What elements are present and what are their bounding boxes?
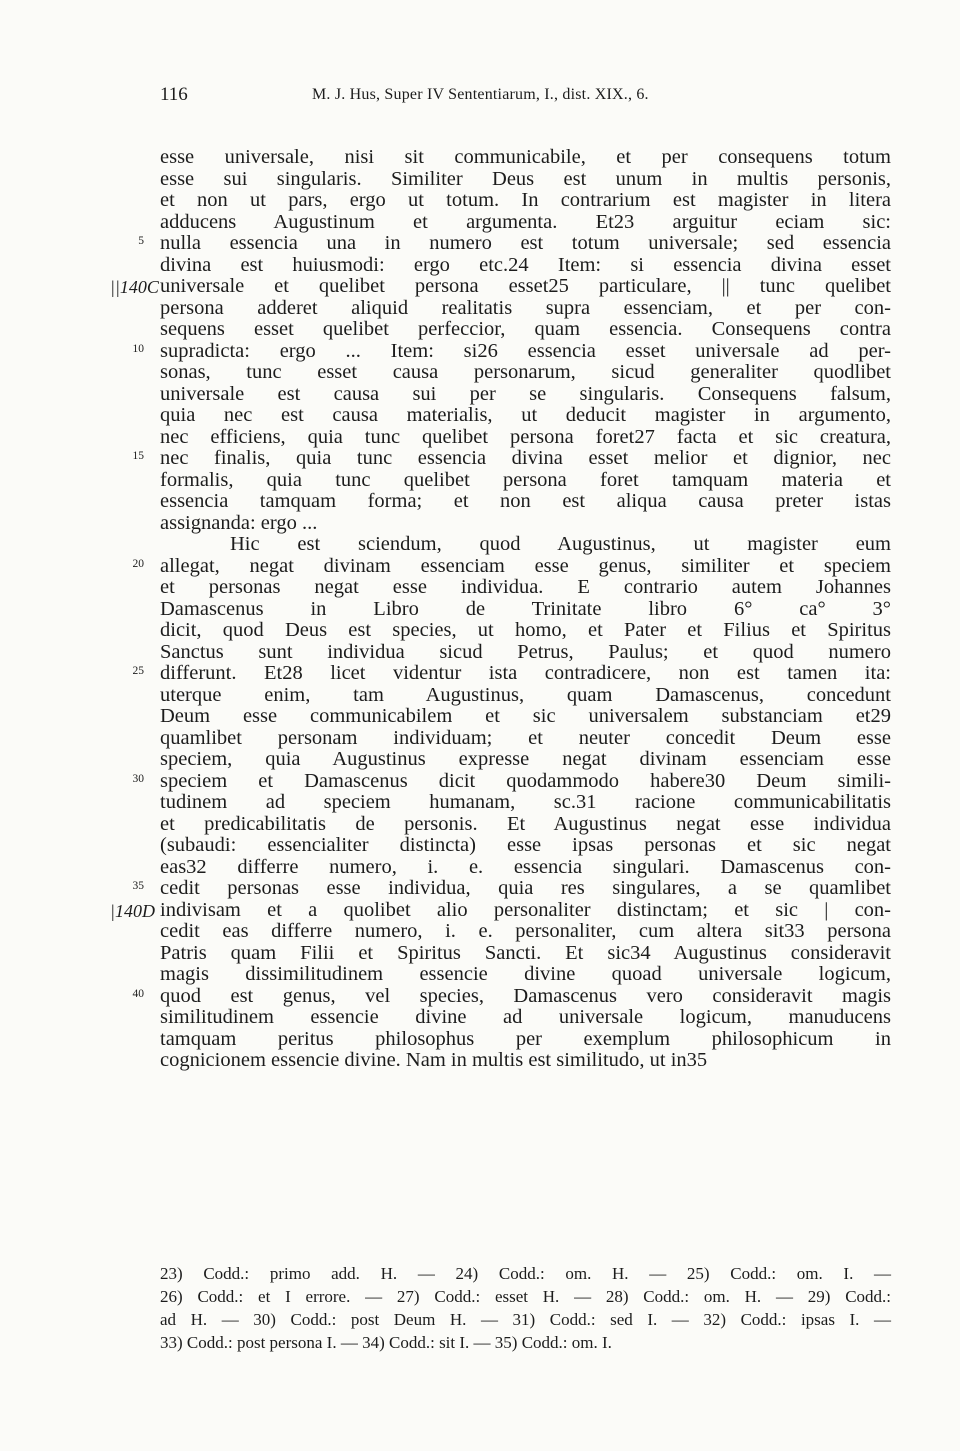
text-line	[0, 1007, 960, 1029]
line-text: allegat, negat divinam essenciam esse genus, similiter et speciem	[160, 554, 891, 577]
text-line	[0, 599, 960, 621]
line-text: Deum esse communicabilem et sic universalem substanciam et29	[160, 705, 891, 727]
line-text: nec finalis, quia tunc essencia divina esset melior et dignior, nec	[160, 447, 891, 469]
text-line	[0, 190, 960, 212]
text-line	[0, 728, 960, 750]
line-text: eas32 differre numero, i. e. essencia singulari. Damascenus con-	[160, 855, 891, 878]
text-line	[0, 1050, 960, 1072]
line-number: 5	[138, 235, 144, 247]
line-text: dicit, quod Deus est species, ut homo, et Pater et Filius et Spiritus	[160, 619, 891, 641]
line-number: 20	[132, 557, 144, 570]
text-line	[0, 577, 960, 599]
line-text: speciem, quia Augustinus expresse negat divinam essenciam esse	[160, 748, 891, 770]
text-line	[0, 1029, 960, 1051]
line-number: 35	[132, 880, 144, 892]
text-line	[0, 663, 960, 685]
text-line	[0, 319, 960, 341]
line-text: indivisam et a quolibet alio personaliter distinctam; et sic | con-	[160, 898, 891, 921]
text-line	[0, 255, 960, 277]
footnote-line: 26) Codd.: et I errore. — 27) Codd.: esset H. — 28) Codd.: om. H. — 29) Codd.:	[160, 1287, 891, 1306]
text-line	[0, 470, 960, 492]
line-text: sonas, tunc esset causa personarum, sicud generaliter quodlibet	[160, 361, 891, 383]
line-text: et personas negat esse individua. E contrario autem Johannes	[160, 576, 891, 598]
text-line	[0, 685, 960, 707]
text-line	[0, 169, 960, 191]
text-line	[0, 448, 960, 470]
text-line	[0, 642, 960, 664]
line-text: Damascenus in Libro de Trinitate libro 6° ca° 3°	[160, 597, 891, 620]
text-line	[0, 384, 960, 406]
page-header	[0, 84, 960, 108]
line-text: quia nec est causa materialis, ut deducit magister in argumento,	[160, 404, 891, 426]
line-text: cognicionem essencie divine. Nam in multis est similitudo, ut in35	[160, 1049, 708, 1071]
line-text: divina est huiusmodi: ergo etc.24 Item: si essencia divina esset	[160, 253, 891, 276]
line-text: universale est causa sui per se singularis. Consequens falsum,	[160, 382, 891, 405]
line-text: universale et quelibet persona esset25 particulare, || tunc quelibet	[160, 275, 891, 297]
line-text: et predicabilitatis de personis. Et Augustinus negat esse individua	[160, 812, 891, 835]
line-text: assignanda: ergo ...	[160, 511, 318, 534]
margin-folio-mark: |140D	[110, 900, 155, 921]
line-text: adducens Augustinum et argumenta. Et23 arguitur eciam sic:	[160, 210, 891, 233]
line-text: essencia tamquam forma; et non est aliqua causa preter istas	[160, 490, 891, 512]
line-text: nec efficiens, quia tunc quelibet persona foret27 facta et sic creatura,	[160, 425, 891, 448]
line-text: uterque enim, tam Augustinus, quam Damascenus, concedunt	[160, 683, 891, 706]
text-line	[0, 878, 960, 900]
line-text: supradicta: ergo ... Item: si26 essencia esset universale ad per-	[160, 339, 891, 362]
text-line	[0, 276, 960, 298]
page-number: 116	[160, 84, 188, 105]
footnote-line: 33) Codd.: post persona I. — 34) Codd.: sit I. — 35) Codd.: om. I.	[160, 1333, 612, 1352]
footnote-line: 23) Codd.: primo add. H. — 24) Codd.: om. H. — 25) Codd.: om. I. —	[160, 1264, 891, 1283]
text-line	[0, 921, 960, 943]
main-text	[0, 147, 960, 1072]
line-text: esse sui singularis. Similiter Deus est unum in multis personis,	[160, 167, 891, 190]
line-number: 10	[132, 342, 144, 355]
line-text: formalis, quia tunc quelibet persona foret tamquam materia et	[160, 468, 891, 491]
line-text: quamlibet personam individuam; et neuter concedit Deum esse	[160, 726, 891, 749]
text-line	[0, 362, 960, 384]
text-line	[0, 556, 960, 578]
footnotes	[160, 1262, 891, 1354]
line-text: et non ut pars, ergo ut totum. In contrarium est magister in litera	[160, 189, 891, 211]
line-text: cedit personas esse individua, quia res singulares, a se quamlibet	[160, 877, 891, 899]
line-text: tamquam peritus philosophus per exemplum philosophicum in	[160, 1027, 891, 1050]
text-line	[0, 405, 960, 427]
text-line	[0, 964, 960, 986]
text-line	[0, 706, 960, 728]
text-line	[0, 620, 960, 642]
text-line	[0, 534, 960, 556]
text-line	[0, 835, 960, 857]
text-line	[0, 986, 960, 1008]
text-line	[0, 771, 960, 793]
text-line	[0, 749, 960, 771]
margin-folio-mark: ||140C	[110, 277, 159, 297]
line-number: 25	[132, 665, 144, 677]
line-text: magis dissimilitudinem essencie divine quoad universale logicum,	[160, 963, 891, 985]
line-number: 40	[132, 987, 144, 1000]
line-text: similitudinem essencie divine ad universale logicum, manuducens	[160, 1006, 891, 1028]
line-text: quod est genus, vel species, Damascenus vero consideravit magis	[160, 984, 891, 1007]
text-line	[0, 212, 960, 234]
text-line	[0, 792, 960, 814]
text-line	[0, 857, 960, 879]
line-text: (subaudi: essencialiter distincta) esse ipsas personas et sic negat	[160, 834, 891, 856]
text-line	[0, 341, 960, 363]
line-text: cedit eas differre numero, i. e. personaliter, cum altera sit33 persona	[160, 920, 891, 942]
line-number: 30	[132, 772, 144, 785]
text-line	[0, 513, 960, 535]
running-title: M. J. Hus, Super IV Sententiarum, I., dist. XIX., 6.	[312, 86, 649, 103]
text-line	[0, 491, 960, 513]
text-line	[0, 900, 960, 922]
line-text: Hic est sciendum, quod Augustinus, ut magister eum	[230, 533, 891, 555]
line-text: sequens esset quelibet perfeccior, quam essencia. Consequens contra	[160, 318, 891, 340]
text-line	[0, 943, 960, 965]
line-text: nulla essencia una in numero est totum universale; sed essencia	[160, 232, 891, 254]
line-text: Sanctus sunt individua sicud Petrus, Paulus; et quod numero	[160, 640, 891, 663]
text-line	[0, 427, 960, 449]
line-text: differunt. Et28 licet videntur ista contradicere, non est tamen ita:	[160, 662, 891, 684]
line-number: 15	[132, 450, 144, 462]
line-text: persona adderet aliquid realitatis supra essenciam, et per con-	[160, 296, 891, 319]
line-text: tudinem ad speciem humanam, sc.31 racione communicabilitatis	[160, 791, 891, 813]
text-line	[0, 233, 960, 255]
footnote-line: ad H. — 30) Codd.: post Deum H. — 31) Codd.: sed I. — 32) Codd.: ipsas I. —	[160, 1310, 891, 1329]
line-text: Patris quam Filii et Spiritus Sancti. Et sic34 Augustinus consideravit	[160, 941, 891, 964]
line-text: speciem et Damascenus dicit quodammodo habere30 Deum simili-	[160, 769, 891, 792]
line-text: esse universale, nisi sit communicabile, et per consequens totum	[160, 146, 891, 168]
text-line	[0, 298, 960, 320]
text-line	[0, 147, 960, 169]
text-line	[0, 814, 960, 836]
